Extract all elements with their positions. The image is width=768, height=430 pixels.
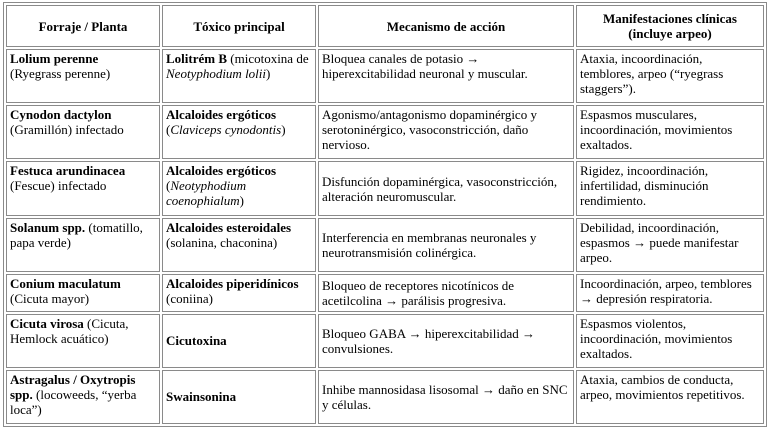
- toxin-name: Cicutoxina: [166, 333, 227, 349]
- toxin-detail-italic: Claviceps cynodontis: [170, 122, 282, 138]
- plant-cell: [6, 314, 160, 368]
- plant-common-name: (Cicuta mayor): [10, 290, 90, 306]
- signs-cell: Ataxia, cambios de conducta, arpeo, movimientos repetitivos.: [576, 370, 764, 424]
- header-signs: Manifestaciones clínicas (incluye arpeo): [576, 5, 764, 47]
- plant-cell: [6, 218, 160, 272]
- mechanism-cell: Agonismo/antagonismo dopaminérgico y serotoninérgico, vasoconstricción, daño nervioso.: [318, 105, 574, 159]
- toxin-detail-end: ): [239, 193, 244, 209]
- plant-scientific-name: Conium maculatum: [10, 275, 121, 291]
- plant-cell: [6, 105, 160, 159]
- plant-cell: [6, 49, 160, 103]
- toxin-name: Swainsonina: [166, 389, 237, 405]
- toxin-detail: (micotoxina de: [227, 51, 309, 66]
- plant-cell: [6, 370, 160, 424]
- table-row: [6, 274, 764, 312]
- plant-common-name: (Gramillón) infectado: [10, 122, 124, 138]
- signs-cell: Espasmos violentos, incoordinación, movimientos exaltados.: [576, 314, 764, 368]
- toxin-detail-end: ): [266, 66, 271, 81]
- plant-scientific-name: Solanum spp.: [10, 219, 86, 235]
- toxin-cell: [162, 49, 316, 103]
- toxin-name: Lolitrém B: [166, 51, 228, 66]
- mechanism-cell: Inhibe mannosidasa lisosomal → daño en SNC y células.: [318, 370, 574, 424]
- table-row: [6, 161, 764, 215]
- table-row: [6, 370, 764, 424]
- plant-common-name: (tomatillo, papa verde): [10, 219, 143, 250]
- toxin-detail-end: ): [281, 122, 286, 138]
- table-row: [6, 218, 764, 272]
- signs-cell: Espasmos musculares, incoordinación, movimientos exaltados.: [576, 105, 764, 159]
- header-row: [6, 5, 764, 47]
- toxin-name: Alcaloides ergóticos: [166, 163, 277, 179]
- signs-cell: Debilidad, incoordinación, espasmos → puede manifestar arpeo.: [576, 218, 764, 272]
- mechanism-cell: Bloqueo de receptores nicotínicos de acetilcolina → parálisis progresiva.: [318, 274, 574, 312]
- plant-scientific-name: Cynodon dactylon: [10, 107, 112, 123]
- toxin-detail: (: [166, 122, 171, 138]
- toxin-cell: [162, 274, 316, 312]
- toxin-name: Alcaloides esteroidales: [166, 219, 292, 235]
- toxin-cell: [162, 161, 316, 215]
- table-row: [6, 105, 764, 159]
- header-toxin: Tóxico principal: [162, 5, 316, 47]
- header-plant: Forraje / Planta: [6, 5, 160, 47]
- signs-cell: Rigidez, incoordinación, infertilidad, disminución rendimiento.: [576, 161, 764, 215]
- mechanism-cell: Bloqueo GABA → hiperexcitabilidad → convulsiones.: [318, 314, 574, 368]
- mechanism-cell: Bloquea canales de potasio → hiperexcitabilidad neuronal y muscular.: [318, 49, 574, 103]
- mechanism-cell: Disfunción dopaminérgica, vasoconstricción, alteración neuromuscular.: [318, 161, 574, 215]
- plant-common-name: (locoweeds, “yerba loca”): [10, 386, 137, 417]
- toxin-detail-italic: Neotyphodium coenophialum: [166, 178, 247, 209]
- table-row: [6, 49, 764, 103]
- toxin-detail: (: [166, 178, 171, 194]
- signs-cell: Ataxia, incoordinación, temblores, arpeo (“ryegrass staggers”).: [576, 49, 764, 103]
- toxin-detail-italic: Neotyphodium lolii: [166, 66, 267, 81]
- toxin-cell: [162, 105, 316, 159]
- table-row: [6, 314, 764, 368]
- plant-common-name: (Fescue) infectado: [10, 178, 107, 194]
- plant-scientific-name: Festuca arundinacea: [10, 163, 126, 179]
- plant-cell: [6, 274, 160, 312]
- toxin-name: Alcaloides piperidínicos: [166, 275, 299, 291]
- toxin-name: Alcaloides ergóticos: [166, 107, 277, 123]
- plant-common-name: (Ryegrass perenne): [10, 66, 111, 81]
- toxin-detail: (solanina, chaconina): [166, 234, 278, 250]
- plant-scientific-name: Lolium perenne: [10, 51, 99, 66]
- header-mechanism: Mecanismo de acción: [318, 5, 574, 47]
- plant-scientific-name: Cicuta virosa: [10, 315, 84, 331]
- plant-scientific-name: Astragalus / Oxytropis spp.: [10, 371, 136, 402]
- plant-cell: [6, 161, 160, 215]
- toxic-plants-table: [3, 2, 767, 427]
- toxin-cell: [162, 314, 316, 368]
- mechanism-cell: Interferencia en membranas neuronales y neurotransmisión colinérgica.: [318, 218, 574, 272]
- toxin-cell: [162, 370, 316, 424]
- toxin-cell: [162, 218, 316, 272]
- toxin-detail: (coniina): [166, 290, 213, 306]
- plant-common-name: (Cicuta, Hemlock acuático): [10, 315, 129, 346]
- signs-cell: Incoordinación, arpeo, temblores → depresión respiratoria.: [576, 274, 764, 312]
